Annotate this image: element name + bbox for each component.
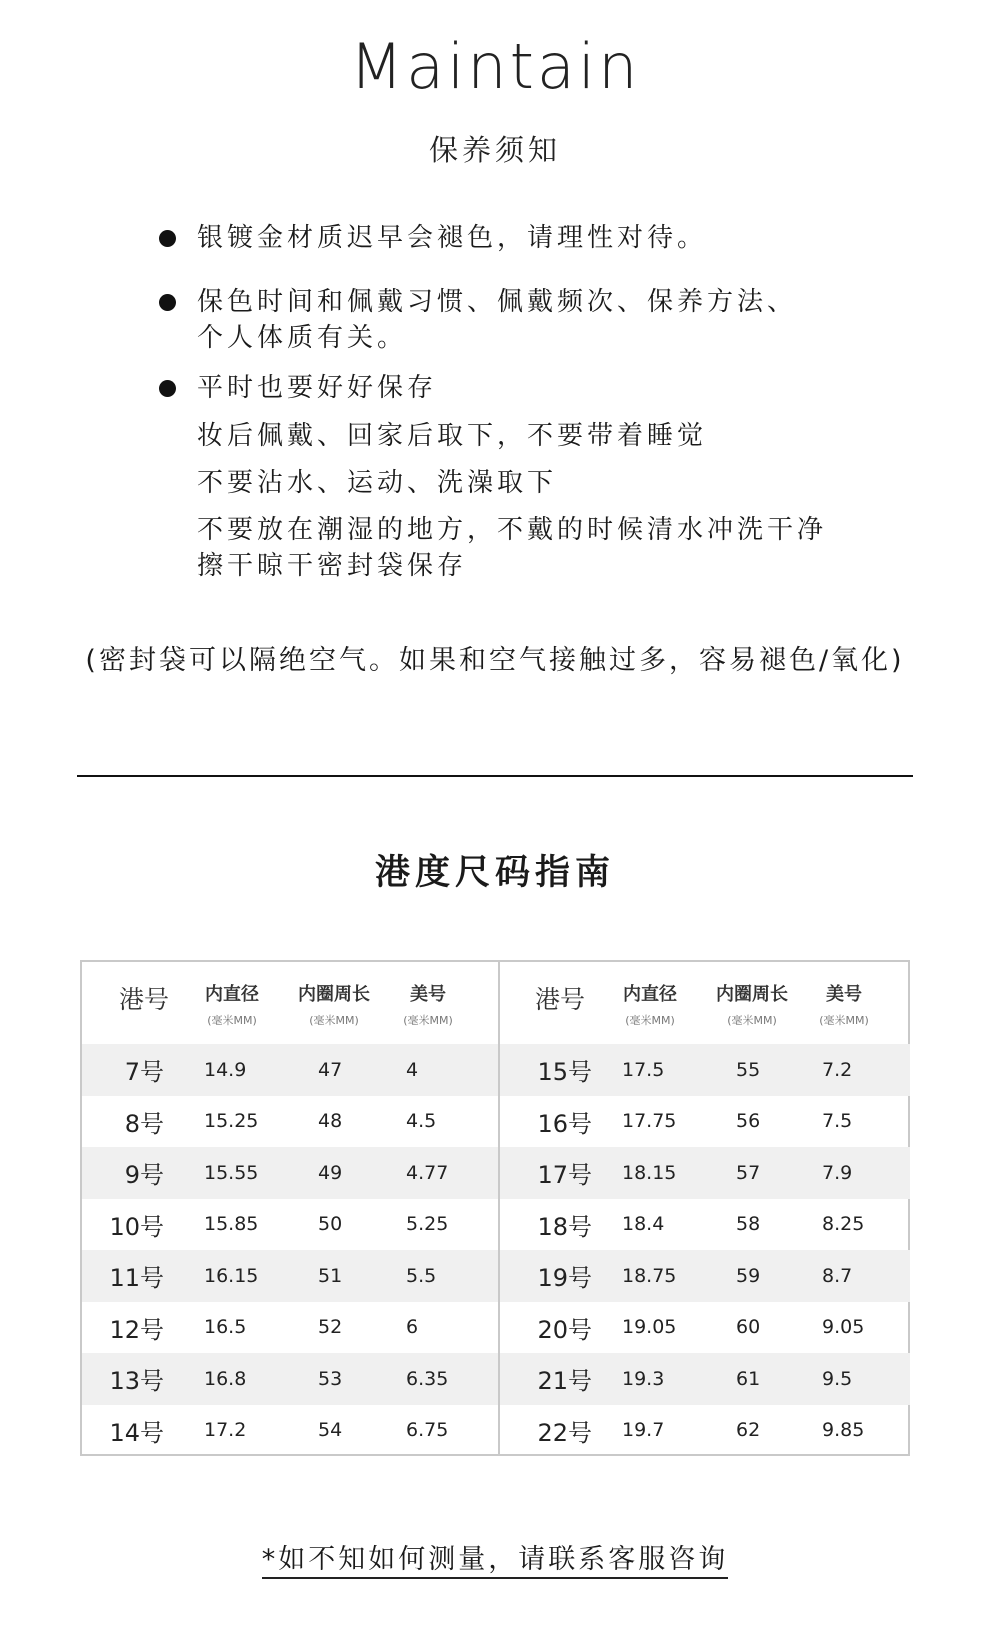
cell-size: 8号 [124,1109,164,1138]
cell-size: 22号 [537,1418,592,1447]
header-size [520,980,600,1016]
table-row [82,1199,498,1251]
cell-circumference: 48 [318,1110,343,1133]
cell-circumference: 49 [318,1161,343,1184]
cell-us-size: 8.25 [822,1213,865,1236]
cell-circumference: 51 [318,1264,343,1287]
bullet-icon [159,294,176,311]
cell-us-size: 8.7 [822,1264,853,1287]
cell-diameter: 15.25 [204,1110,259,1133]
cell-us-size: 5.5 [406,1264,437,1287]
cell-size: 7号 [124,1058,164,1087]
size-table-right [500,962,910,1454]
table-header [82,962,498,1044]
table-row [500,1096,910,1148]
cell-diameter: 18.75 [622,1264,677,1287]
cell-size: 10号 [109,1212,164,1241]
table-row [500,1405,910,1457]
cell-us-size: 6.35 [406,1367,449,1390]
table-row [82,1405,498,1457]
header-unit: (毫米MM) [403,1014,453,1027]
cell-diameter: 17.5 [622,1058,665,1081]
header-label: 内圈周长 [298,984,370,1005]
cell-us-size: 5.25 [406,1213,449,1236]
table-row [82,1302,498,1354]
care-subitem: 不要沾水、运动、洗澡取下 [197,468,558,498]
table-body [82,1044,498,1456]
cell-us-size: 4.77 [406,1161,449,1184]
cell-size: 15号 [537,1058,592,1087]
care-subitem [155,512,915,584]
cell-diameter: 17.2 [204,1419,247,1442]
table-row [500,1353,910,1405]
page-title: Maintain [349,30,641,103]
cell-size: 19号 [537,1264,592,1293]
cell-size: 9号 [124,1161,164,1190]
bullet-icon [159,380,176,397]
cell-us-size: 4.5 [406,1110,437,1133]
header-label: 美号 [826,984,862,1005]
size-table-left [82,962,498,1454]
cell-diameter: 16.8 [204,1367,247,1390]
care-item-2 [155,284,915,356]
care-text: 擦干晾干密封袋保存 [197,551,468,581]
table-row [500,1147,910,1199]
cell-diameter: 18.15 [622,1161,677,1184]
cell-size: 18号 [537,1212,592,1241]
cell-diameter: 18.4 [622,1213,665,1236]
cell-us-size: 7.9 [822,1161,853,1184]
cell-size: 20号 [537,1315,592,1344]
bullet-icon [159,230,176,247]
cell-circumference: 50 [318,1213,343,1236]
cell-us-size: 7.5 [822,1110,853,1133]
header-unit: (毫米MM) [819,1014,869,1027]
table-row [500,1199,910,1251]
cell-circumference: 54 [318,1419,343,1442]
table-body [500,1044,910,1456]
header-unit: (毫米MM) [727,1014,777,1027]
cell-circumference: 59 [736,1264,761,1287]
cell-us-size: 7.2 [822,1058,853,1081]
cell-us-size: 9.85 [822,1419,865,1442]
cell-circumference: 62 [736,1419,761,1442]
header-unit: (毫米MM) [207,1014,257,1027]
header-diameter [608,980,692,1028]
care-text: 不要放在潮湿的地方，不戴的时候清水冲洗干净 [197,515,828,545]
section-divider [77,775,913,777]
cell-size: 16号 [537,1109,592,1138]
cell-diameter: 15.85 [204,1213,259,1236]
cell-circumference: 55 [736,1058,761,1081]
table-row [82,1353,498,1405]
cell-circumference: 60 [736,1316,761,1339]
header-label: 内直径 [205,984,259,1005]
header-label: 美号 [410,984,446,1005]
table-row [500,1250,910,1302]
care-item-1 [155,220,915,256]
header-label: 港号 [534,985,585,1014]
cell-size: 21号 [537,1367,592,1396]
measurement-help-note [0,1537,990,1576]
header-diameter [190,980,274,1028]
header-us-size [804,980,884,1028]
size-guide-title: 港度尺码指南 [374,853,615,893]
header-label: 内直径 [623,984,677,1005]
care-text: 个人体质有关。 [197,323,408,353]
cell-circumference: 58 [736,1213,761,1236]
care-item-3 [155,370,915,406]
header-unit: (毫米MM) [625,1014,675,1027]
table-row [82,1044,498,1096]
cell-size: 11号 [109,1264,164,1293]
cell-us-size: 9.5 [822,1367,853,1390]
cell-size: 12号 [109,1315,164,1344]
header-label: 内圈周长 [716,984,788,1005]
care-instructions [155,220,915,584]
header-us-size [388,980,468,1028]
cell-diameter: 17.75 [622,1110,677,1133]
cell-circumference: 53 [318,1367,343,1390]
care-text: 银镀金材质迟早会褪色，请理性对待。 [197,223,708,253]
table-header [500,962,910,1044]
cell-diameter: 19.7 [622,1419,665,1442]
cell-diameter: 16.15 [204,1264,259,1287]
header-circumference [706,980,798,1028]
cell-diameter: 19.3 [622,1367,665,1390]
table-row [82,1147,498,1199]
header-size [104,980,184,1016]
care-text: 平时也要好好保存 [197,373,438,403]
cell-diameter: 15.55 [204,1161,259,1184]
care-text: 保色时间和佩戴习惯、佩戴频次、保养方法、 [197,287,798,317]
cell-circumference: 47 [318,1058,343,1081]
cell-diameter: 14.9 [204,1058,247,1081]
cell-size: 13号 [109,1367,164,1396]
cell-us-size: 4 [406,1058,419,1081]
cell-us-size: 6.75 [406,1419,449,1442]
header-circumference [288,980,380,1028]
care-subitem: 妆后佩戴、回家后取下，不要带着睡觉 [197,421,708,451]
header-label: 港号 [118,985,169,1014]
cell-size: 17号 [537,1161,592,1190]
page-subtitle: 保养须知 [428,133,561,167]
storage-note: (密封袋可以隔绝空气。如果和空气接触过多，容易褪色/氧化) [85,645,905,676]
cell-circumference: 52 [318,1316,343,1339]
table-row [500,1044,910,1096]
cell-diameter: 19.05 [622,1316,677,1339]
header-unit: (毫米MM) [309,1014,359,1027]
cell-diameter: 16.5 [204,1316,247,1339]
cell-circumference: 56 [736,1110,761,1133]
cell-circumference: 57 [736,1161,761,1184]
contact-text: *如不知如何测量，请联系客服咨询 [262,1544,729,1579]
size-table [80,960,910,1456]
table-row [82,1096,498,1148]
cell-size: 14号 [109,1418,164,1447]
cell-us-size: 9.05 [822,1316,865,1339]
table-row [82,1250,498,1302]
cell-us-size: 6 [406,1316,419,1339]
cell-circumference: 61 [736,1367,761,1390]
table-row [500,1302,910,1354]
